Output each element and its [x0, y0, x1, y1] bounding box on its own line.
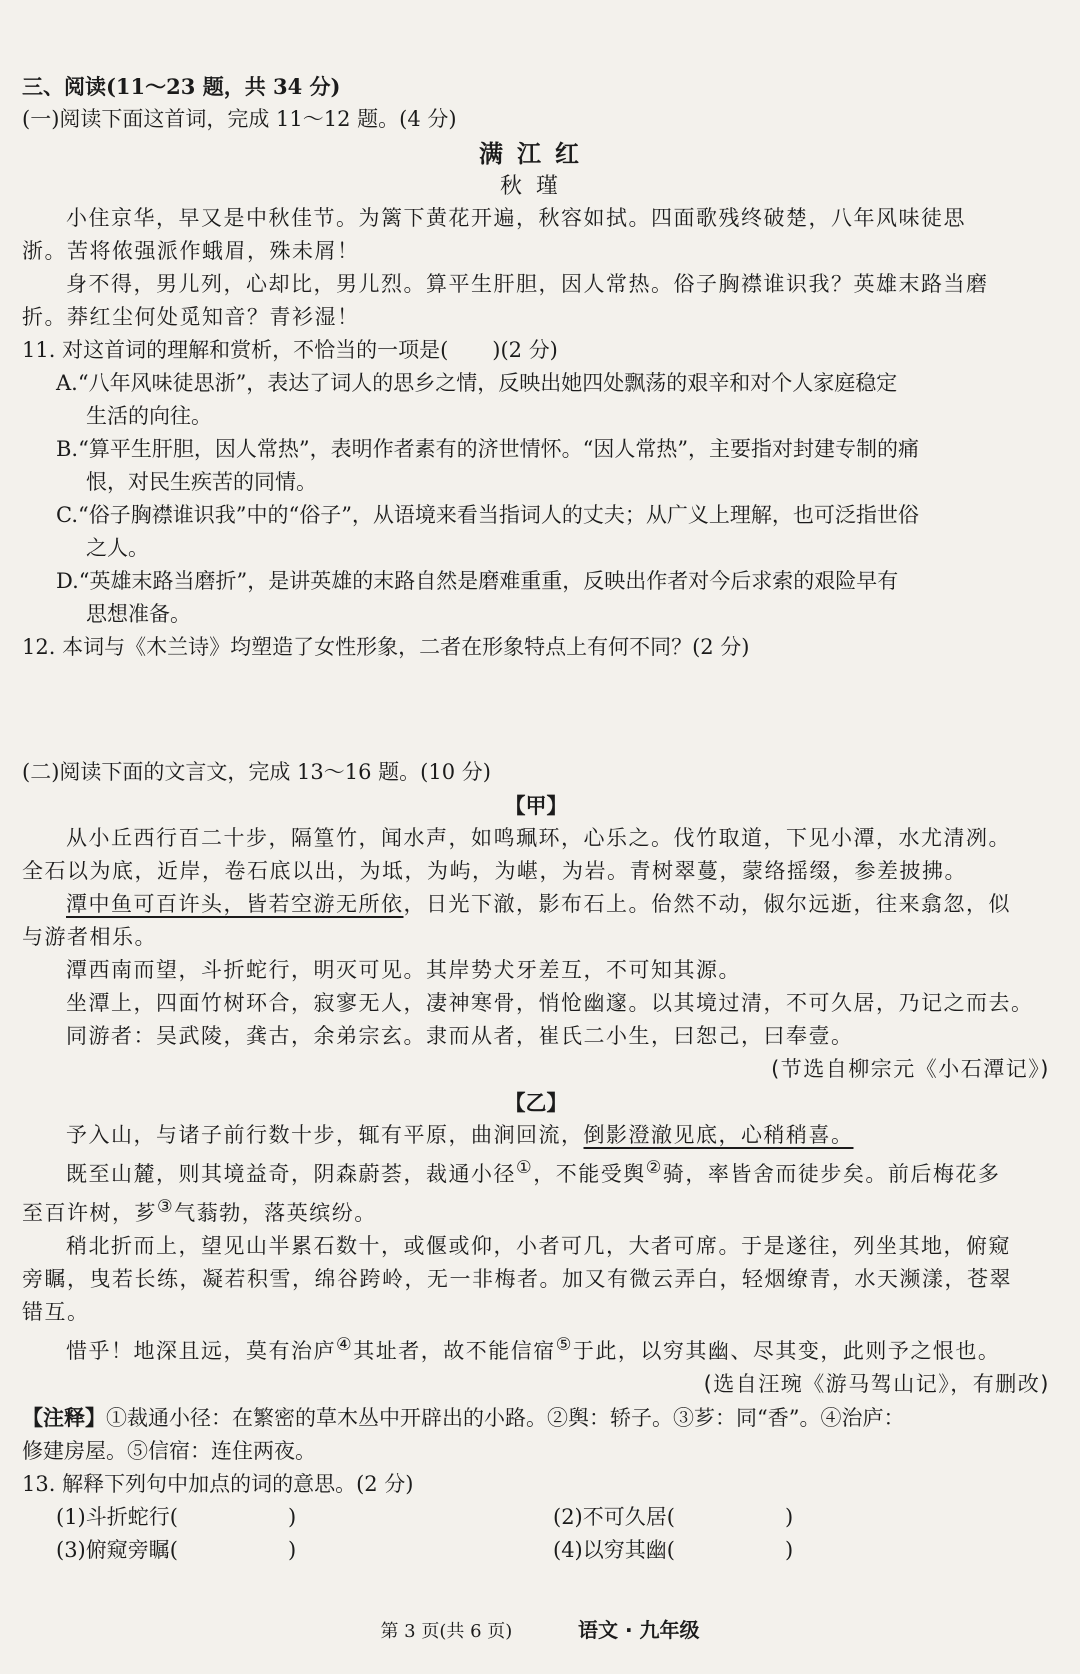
q11-stem: 11. 对这首词的理解和赏析，不恰当的一项是( )(2 分)	[22, 338, 558, 362]
subject-label: 语文 · 九年级	[578, 1618, 700, 1642]
q11-option-b-cont: 恨，对民生疾苦的同情。	[86, 470, 317, 494]
q13-item: (4)以穷其幽( )	[553, 1538, 794, 1562]
footnote-marker: ②	[645, 1158, 663, 1178]
passage-yi-label: 【乙】	[504, 1090, 568, 1115]
footnote-marker: ③	[157, 1197, 175, 1217]
yi-line: 错互。	[22, 1300, 90, 1324]
notes-line: 【注释】①裁通小径：在繁密的草木丛中开辟出的小路。②舆：轿子。③芗：同“香”。④治庐：	[22, 1405, 905, 1430]
q13-item: (3)俯窥旁瞩( )	[56, 1538, 297, 1562]
part1-intro: (一)阅读下面这首词，完成 11～12 题。(4 分)	[22, 107, 457, 131]
q13-item: (2)不可久居( )	[553, 1505, 794, 1529]
jia-line: 潭西南而望，斗折蛇行，明灭可见。其岸势犬牙差互，不可知其源。	[66, 958, 741, 982]
footnote-marker: ④	[336, 1335, 354, 1355]
yi-line: 旁瞩，曳若长练，凝若积雪，绵谷跨岭，无一非梅者。加又有微云弄白，轻烟缭青，水天濒漾，苍翠	[22, 1267, 1012, 1291]
poem-line: 小住京华，早又是中秋佳节。为篱下黄花开遍，秋容如拭。四面歌残终破楚，八年风味徒思	[66, 206, 966, 230]
yi-line: 至百许树，芗③气蓊勃，落英缤纷。	[22, 1197, 377, 1225]
q12-stem: 12. 本词与《木兰诗》均塑造了女性形象，二者在形象特点上有何不同？(2 分)	[22, 635, 750, 659]
q11-option-a: A.“八年风味徒思浙”，表达了词人的思乡之情，反映出她四处飘荡的艰辛和对个人家庭稳定	[56, 371, 898, 395]
jia-line: 与游者相乐。	[22, 925, 157, 949]
footnote-marker: ①	[516, 1158, 534, 1178]
q11-option-d-cont: 思想准备。	[86, 602, 191, 626]
q13-row	[22, 1501, 1050, 1534]
poem-line: 浙。苦将侬强派作蛾眉，殊未屑！	[22, 239, 360, 263]
poem-title: 满江红	[479, 139, 593, 168]
notes-label: 【注释】	[22, 1405, 106, 1430]
notes-line: 修建房屋。⑤信宿：连住两夜。	[22, 1439, 316, 1463]
poem-author: 秋瑾	[499, 174, 572, 199]
q11-option-a-cont: 生活的向往。	[86, 404, 212, 428]
underlined-sentence: 倒影澄澈见底，心稍稍喜。	[583, 1123, 854, 1147]
q11-option-d: D.“英雄末路当磨折”，是讲英雄的末路自然是磨难重重，反映出作者对今后求索的艰险早有	[56, 569, 899, 593]
page-footer	[0, 1616, 1080, 1646]
footnote-marker: ⑤	[555, 1335, 573, 1355]
poem-line: 折。莽红尘何处觅知音？青衫湿！	[22, 305, 360, 329]
q11-option-c: C.“俗子胸襟谁识我”中的“俗子”，从语境来看当指词人的丈夫；从广义上理解，也可泛指世俗	[56, 503, 919, 527]
q13-stem: 13. 解释下列句中加点的词的意思。(2 分)	[22, 1472, 414, 1496]
jia-line: 同游者：吴武陵，龚古，余弟宗玄。隶而从者，崔氏二小生，曰恕己，曰奉壹。	[66, 1024, 854, 1048]
answer-space	[22, 664, 1050, 756]
jia-line: 坐潭上，四面竹树环合，寂寥无人，凄神寒骨，悄怆幽邃。以其境过清，不可久居，乃记之而去。	[66, 991, 1034, 1015]
q13-item: (1)斗折蛇行( )	[56, 1505, 297, 1529]
yi-line: 既至山麓，则其境益奇，阴森蔚荟，裁通小径①，不能受舆②骑，率皆舍而徒步矣。前后梅花多	[66, 1158, 1001, 1186]
section-heading: 三、阅读(11～23 题，共 34 分)	[22, 74, 341, 99]
jia-line: 从小丘西行百二十步，隔篁竹，闻水声，如鸣珮环，心乐之。伐竹取道，下见小潭，水尤清冽。	[66, 826, 1011, 850]
jia-source: (节选自柳宗元《小石潭记》)	[771, 1057, 1050, 1081]
jia-line: 潭中鱼可百许头，皆若空游无所依，日光下澈，影布石上。佁然不动，俶尔远逝，往来翕忽，似	[66, 892, 1011, 916]
yi-line: 稍北折而上，望见山半累石数十，或偃或仰，小者可几，大者可席。于是遂往，列坐其地，俯窥	[66, 1234, 1011, 1258]
page-number: 第 3 页(共 6 页)	[380, 1621, 513, 1642]
q11-option-c-cont: 之人。	[86, 536, 149, 560]
passage-jia-label: 【甲】	[504, 793, 568, 818]
underlined-sentence: 潭中鱼可百许头，皆若空游无所依	[66, 892, 404, 916]
part2-intro: (二)阅读下面的文言文，完成 13～16 题。(10 分)	[22, 760, 491, 784]
q13-row	[22, 1534, 1050, 1567]
yi-line: 予入山，与诸子前行数十步，辄有平原，曲涧回流，倒影澄澈见底，心稍稍喜。	[66, 1123, 854, 1147]
poem-line: 身不得，男儿列，心却比，男儿烈。算平生肝胆，因人常热。俗子胸襟谁识我？英雄末路当磨	[66, 272, 989, 296]
q11-option-b: B.“算平生肝胆，因人常热”，表明作者素有的济世情怀。“因人常热”，主要指对封建专制的痛	[56, 437, 920, 461]
yi-line: 惜乎！地深且远，莫有治庐④其址者，故不能信宿⑤于此，以穷其幽、尽其变，此则予之恨也。	[66, 1335, 1001, 1363]
yi-source: (选自汪琬《游马驾山记》，有删改)	[703, 1372, 1050, 1396]
jia-line: 全石以为底，近岸，卷石底以出，为坻，为屿，为嵁，为岩。青树翠蔓，蒙络摇缀，参差披拂。	[22, 859, 967, 883]
